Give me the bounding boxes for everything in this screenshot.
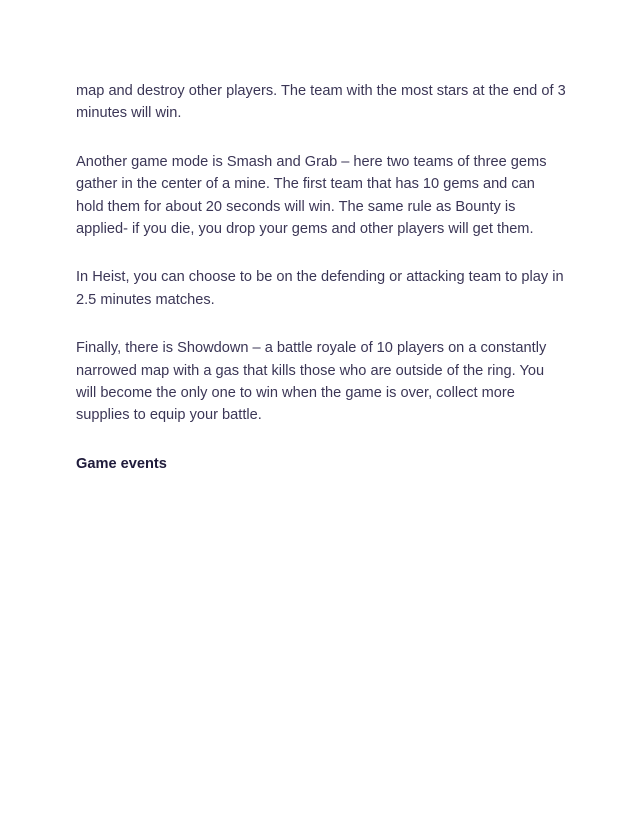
document-page	[76, 80, 566, 475]
paragraph-smash-and-grab: Another game mode is Smash and Grab – here two teams of three gems gather in the center of a mine. The first team that has 10 gems and can hold them for about 20 seconds will win. The same rule as Bounty is applied- if you die, you drop your gems and other players will get them.	[76, 153, 547, 238]
section-heading-game-events: Game events	[76, 455, 167, 472]
paragraph-bounty-end: map and destroy other players. The team with the most stars at the end of 3 minutes will win.	[76, 83, 566, 122]
paragraph-showdown: Finally, there is Showdown – a battle royale of 10 players on a constantly narrowed map with a gas that kills those who are outside of the ring. You will become the only one to win when the game is over, collect more supplies to equip your battle.	[76, 340, 547, 424]
paragraph-heist: In Heist, you can choose to be on the defending or attacking team to play in 2.5 minutes matches.	[76, 269, 564, 308]
